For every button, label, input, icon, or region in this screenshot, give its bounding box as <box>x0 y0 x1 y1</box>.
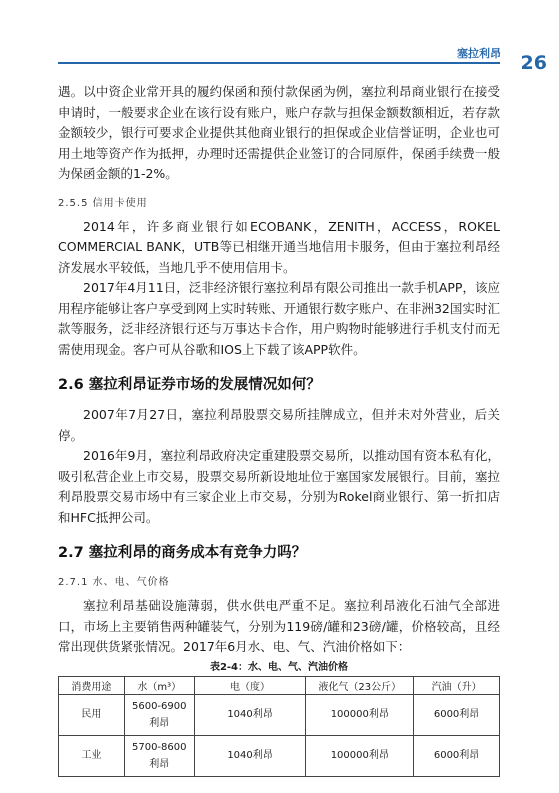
heading-credit-card: 2.5.5 信用卡使用 <box>58 197 148 209</box>
paragraph-credit-card: 2014年，许多商业银行如ECOBANK，ZENITH，ACCESS，ROKEL COMMERCIAL BANK，UTB等已相继开通当地信用卡服务，但由于塞拉利昂经济发展水平较低，当地几乎不使用信用卡。 <box>58 218 500 275</box>
cell-gas: 100000利昂 <box>306 735 414 776</box>
table-row <box>59 694 500 735</box>
paragraph-stock-exchange-2007: 2007年7月27日，塞拉利昂股票交易所挂牌成立，但并未对外营业，后关停。 <box>58 407 500 443</box>
cell-power: 1040利昂 <box>194 735 306 776</box>
col-header-power: 电（度） <box>194 676 306 694</box>
paragraph-utilities: 塞拉利昂基础设施薄弱，供水供电严重不足。塞拉利昂液化石油气全部进口，市场上主要销售两种罐装气，分别为119磅/罐和23磅/罐，价格较高，且经常出现供货紧张情况。2017年6月水、电、气、汽油价格如下： <box>58 598 500 654</box>
paragraph-mobile-app: 2017年4月11日，泛非经济银行塞拉利昂有限公司推出一款手机APP，该应用程序能够让客户享受到网上实时转账、开通银行数字账户、在非洲32国实时汇款等服务，泛非经济银行还与万事达卡合作，用户购物时能够进行手机支付而无需使用现金。客户可从谷歌和IOS上下载了该APP软件。 <box>58 280 500 357</box>
cell-gas: 100000利昂 <box>306 694 414 735</box>
page-content <box>58 82 500 777</box>
cell-petrol: 6000利昂 <box>414 694 500 735</box>
heading-utility-prices: 2.7.1 水、电、气价格 <box>58 577 170 588</box>
price-table <box>58 676 500 777</box>
col-header-water: 水（m³） <box>124 676 194 694</box>
cell-usage: 民用 <box>59 694 125 735</box>
paragraph-guarantee: 遇。以中资企业常开具的履约保函和预付款保函为例，塞拉利昂商业银行在接受申请时，一般要求企业在该行设有账户，账户存款与担保金额数额相近，若存款金额较少，银行可要求企业提供其他商业银行的担保或企业信誉证明，企业也可用土地等资产作为抵押，办理时还需提供企业签订的合同原件，保函手续费一般为保函金额的1-2%。 <box>58 84 500 181</box>
col-header-gas: 液化气（23公斤） <box>306 676 414 694</box>
col-header-usage: 消费用途 <box>59 676 125 694</box>
cell-petrol: 6000利昂 <box>414 735 500 776</box>
cell-power: 1040利昂 <box>194 694 306 735</box>
page-number: 26 <box>520 52 547 74</box>
header-title: 塞拉利昂 <box>457 47 501 60</box>
page-header <box>0 42 559 82</box>
col-header-petrol: 汽油（升） <box>414 676 500 694</box>
cell-water: 5700-8600 利昂 <box>124 735 194 776</box>
table-row <box>59 735 500 776</box>
cell-usage: 工业 <box>59 735 125 776</box>
heading-securities-market: 2.6 塞拉利昂证券市场的发展情况如何？ <box>58 377 321 393</box>
table-header-row <box>59 676 500 694</box>
heading-business-cost: 2.7 塞拉利昂的商务成本有竞争力吗？ <box>58 545 307 561</box>
header-rule <box>58 62 500 64</box>
table-caption: 表2-4：水、电、气、汽油价格 <box>209 661 349 673</box>
paragraph-stock-exchange-2016: 2016年9月，塞拉利昂政府决定重建股票交易所，以推动国有资本私有化，吸引私营企业上市交易，股票交易所新设地址位于塞国家发展银行。目前，塞拉利昂股票交易市场中有三家企业上市交易，分别为Rokel商业银行、第一折扣店和HFC抵押公司。 <box>58 448 500 525</box>
cell-water: 5600-6900 利昂 <box>124 694 194 735</box>
